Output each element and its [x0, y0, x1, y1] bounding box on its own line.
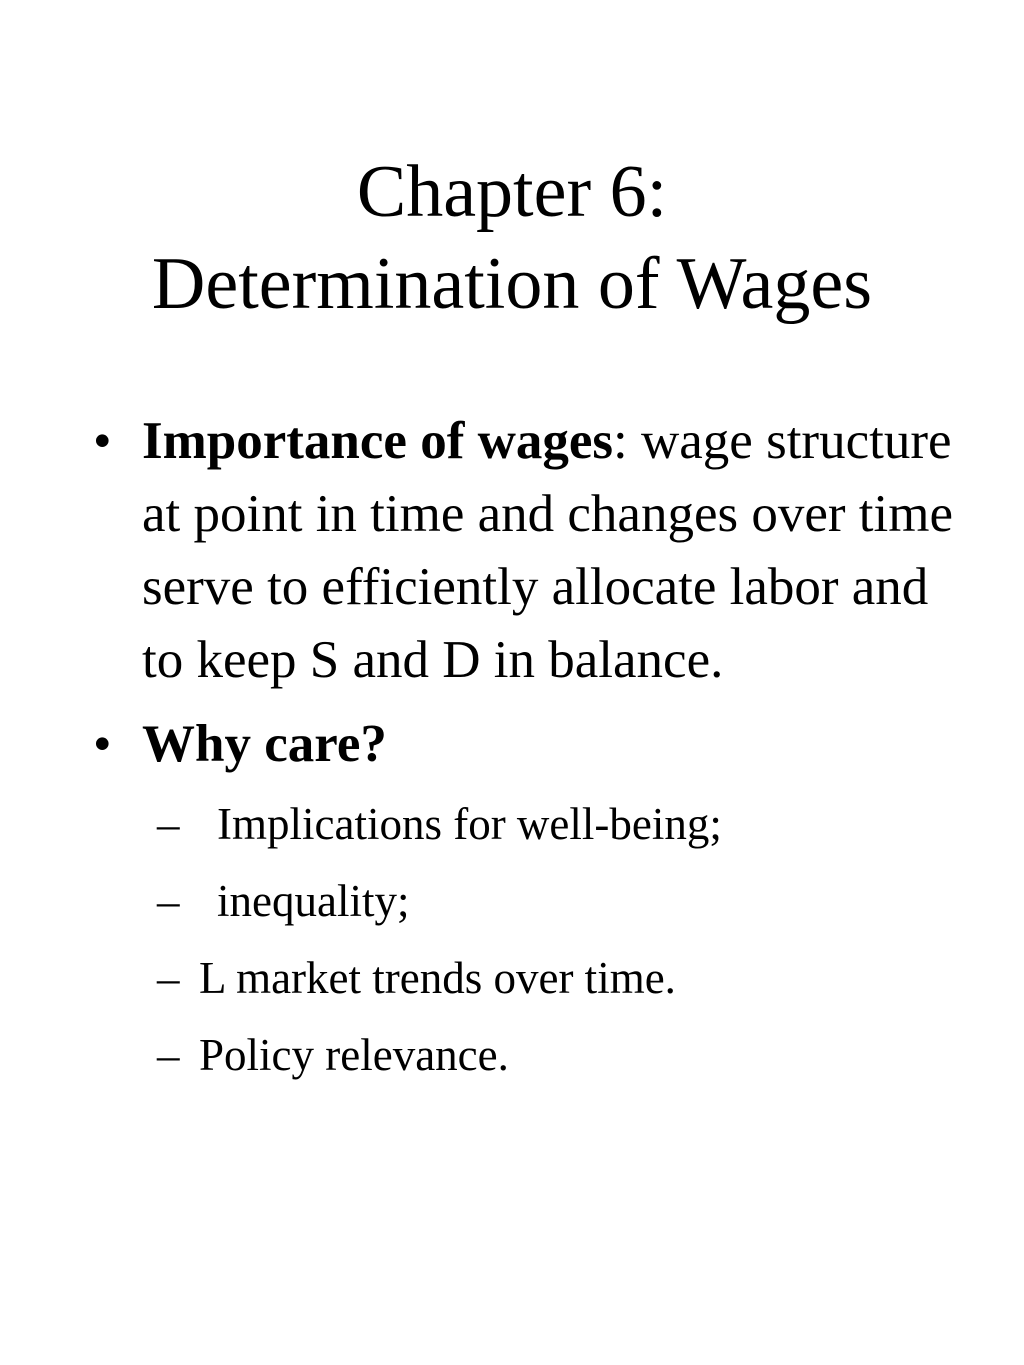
- sub-bullet-list: [142, 786, 964, 1094]
- sub-item-text: inequality;: [217, 876, 410, 926]
- sub-item-inequality: [0, 863, 964, 940]
- sub-item-marker: –: [157, 1030, 180, 1080]
- sub-item-implications: [0, 786, 964, 863]
- sub-item-text: L market trends over time.: [199, 953, 676, 1003]
- bullet-list: [0, 405, 1024, 1094]
- bullet-why-care: [0, 708, 1024, 1094]
- sub-item-policy-relevance: [0, 1017, 964, 1094]
- sub-item-l-market-trends: [0, 940, 964, 1017]
- bullet-marker: •: [93, 715, 112, 773]
- bullet-importance-of-wages: [0, 405, 1024, 697]
- sub-item-marker: –: [157, 799, 180, 849]
- title-line-1: Chapter 6:: [356, 151, 668, 233]
- bullet-text: : wage structure at point in time and changes over time serve to efficiently allocate labor and to keep S and D in balance.: [142, 412, 953, 689]
- bullet-heading: Importance of wages: [142, 412, 614, 470]
- bullet-heading: Why care?: [142, 715, 387, 773]
- bullet-marker: •: [93, 412, 112, 470]
- sub-item-text: Policy relevance.: [199, 1030, 509, 1080]
- sub-item-text: Implications for well-being;: [217, 799, 722, 849]
- slide-title: [0, 146, 1024, 330]
- sub-item-marker: –: [157, 876, 180, 926]
- title-line-2: Determination of Wages: [151, 243, 873, 325]
- sub-item-marker: –: [157, 953, 180, 1003]
